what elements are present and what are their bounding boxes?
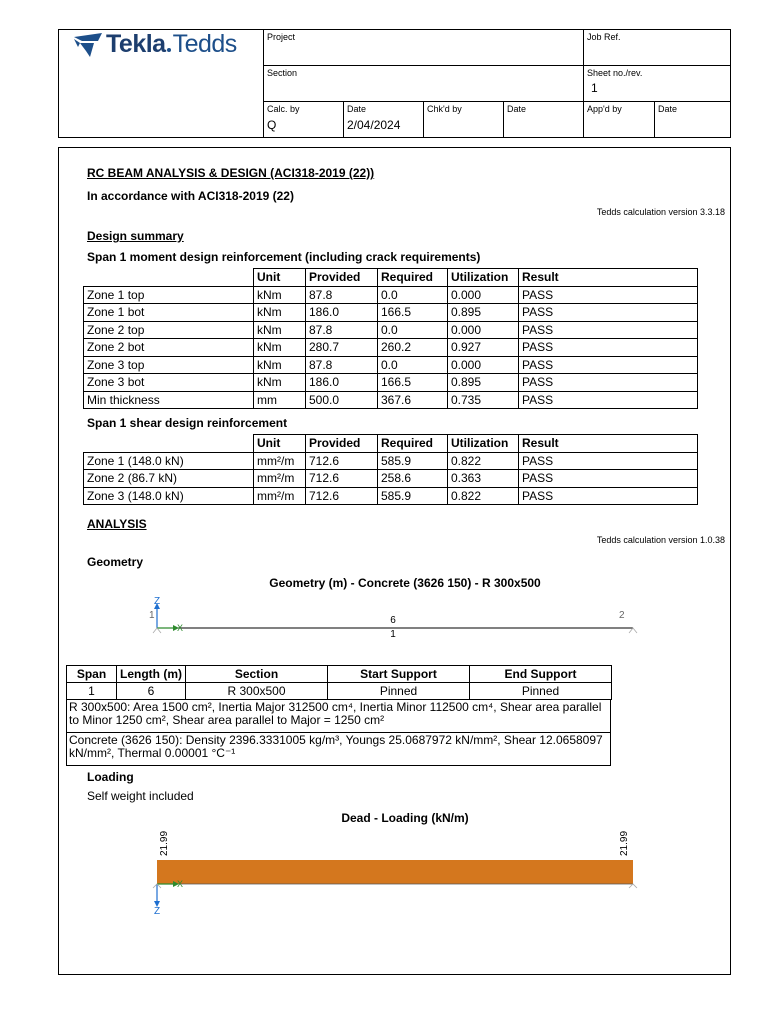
- section-label: Section: [267, 68, 298, 78]
- length-header: Length (m): [117, 666, 186, 683]
- loading-title: Dead - Loading (kN/m): [341, 811, 469, 825]
- project-label: Project: [267, 32, 296, 42]
- shear-header-cell: Utilization: [448, 435, 519, 453]
- shear-design-table: [83, 434, 698, 505]
- shear-cell: Zone 1 (148.0 kN): [84, 452, 254, 470]
- moment-cell: PASS: [519, 304, 698, 322]
- moment-cell: mm: [254, 391, 306, 409]
- moment-header-row: [84, 269, 698, 287]
- moment-cell: 166.5: [378, 374, 448, 392]
- moment-cell: 0.000: [448, 286, 519, 304]
- design-summary-heading: Design summary: [87, 229, 184, 243]
- date3-label: Date: [658, 104, 678, 114]
- shear-cell: PASS: [519, 452, 698, 470]
- jobref-label: Job Ref.: [587, 32, 621, 42]
- moment-cell: 367.6: [378, 391, 448, 409]
- appd-label: App'd by: [587, 104, 622, 114]
- table-row: [84, 339, 698, 357]
- span-table: [66, 665, 612, 700]
- calc-version-2: Tedds calculation version 1.0.38: [596, 535, 725, 545]
- date2-label: Date: [507, 104, 527, 114]
- moment-cell: 0.0: [378, 356, 448, 374]
- moment-header-cell: [84, 269, 254, 287]
- moment-cell: kNm: [254, 374, 306, 392]
- shear-cell: Zone 3 (148.0 kN): [84, 487, 254, 505]
- geometry-title: Geometry (m) - Concrete (3626 150) - R 300x500: [269, 576, 541, 590]
- shear-cell: 585.9: [378, 452, 448, 470]
- sheet-value: 1: [591, 81, 598, 95]
- date1-label: Date: [347, 104, 367, 114]
- load-start-label: 21.99: [159, 830, 170, 856]
- moment-cell: kNm: [254, 321, 306, 339]
- node-start-label: 1: [149, 610, 155, 621]
- shear-cell: 0.822: [448, 452, 519, 470]
- doc-subtitle: In accordance with ACI318-2019 (22): [87, 189, 294, 203]
- span-length-label: 6: [390, 615, 396, 626]
- span-table-row: [67, 683, 612, 700]
- shear-cell: 712.6: [306, 487, 378, 505]
- shear-cell: mm²/m: [254, 470, 306, 488]
- moment-cell: 87.8: [306, 286, 378, 304]
- moment-cell: Zone 3 top: [84, 356, 254, 374]
- shear-cell: 258.6: [378, 470, 448, 488]
- calcby-value: Q: [267, 118, 277, 132]
- pinned-support-start: [153, 628, 161, 633]
- moment-cell: Zone 1 top: [84, 286, 254, 304]
- moment-cell: Zone 2 bot: [84, 339, 254, 357]
- moment-cell: 0.735: [448, 391, 519, 409]
- dead-load-bar: [157, 860, 633, 884]
- moment-header-cell: Required: [378, 269, 448, 287]
- node-end-label: 2: [619, 610, 625, 621]
- moment-cell: 0.0: [378, 321, 448, 339]
- moment-table-body: [84, 269, 698, 409]
- pinned-support-end: [629, 884, 637, 888]
- moment-cell: Zone 3 bot: [84, 374, 254, 392]
- shear-cell: PASS: [519, 487, 698, 505]
- geometry-heading: Geometry: [87, 555, 144, 569]
- start-support-cell: Pinned: [328, 683, 470, 700]
- moment-cell: PASS: [519, 286, 698, 304]
- material-properties-note: Concrete (3626 150): Density 2396.3331005 kg/m³, Youngs 25.0687972 kN/mm², Shear 12.0658097 kN/mm², Thermal 0.00001 °C⁻¹: [66, 733, 611, 766]
- moment-cell: kNm: [254, 339, 306, 357]
- member-label: 1: [390, 629, 396, 640]
- moment-header-cell: Unit: [254, 269, 306, 287]
- table-row: [84, 487, 698, 505]
- geometry-diagram: [140, 570, 640, 640]
- calcby-label: Calc. by: [267, 104, 300, 114]
- date1-value: 2/04/2024: [347, 118, 401, 132]
- table-row: [84, 304, 698, 322]
- z-axis-label: Z: [154, 906, 161, 917]
- moment-cell: kNm: [254, 304, 306, 322]
- moment-cell: Min thickness: [84, 391, 254, 409]
- moment-header-cell: Result: [519, 269, 698, 287]
- table-row: [84, 356, 698, 374]
- shear-table-body: [84, 435, 698, 505]
- moment-cell: PASS: [519, 339, 698, 357]
- length-cell: 6: [117, 683, 186, 700]
- shear-cell: mm²/m: [254, 452, 306, 470]
- self-weight-text: Self weight included: [87, 789, 194, 803]
- shear-cell: PASS: [519, 470, 698, 488]
- shear-header-cell: Unit: [254, 435, 306, 453]
- shear-header-cell: Result: [519, 435, 698, 453]
- section-header: Section: [186, 666, 328, 683]
- x-axis-label: X: [177, 623, 184, 633]
- loading-diagram: [140, 808, 640, 918]
- moment-cell: kNm: [254, 356, 306, 374]
- moment-design-table: [83, 268, 698, 409]
- end-support-cell: Pinned: [470, 683, 612, 700]
- z-axis-label: Z: [154, 596, 161, 607]
- span-header: Span: [67, 666, 117, 683]
- shear-cell: 585.9: [378, 487, 448, 505]
- x-axis-label: X: [177, 879, 184, 889]
- moment-cell: 0.895: [448, 304, 519, 322]
- moment-cell: 0.927: [448, 339, 519, 357]
- doc-title: RC BEAM ANALYSIS & DESIGN (ACI318-2019 (22)): [87, 166, 375, 180]
- shear-heading: Span 1 shear design reinforcement: [87, 416, 288, 430]
- pinned-support-end: [629, 628, 637, 633]
- moment-cell: 0.000: [448, 356, 519, 374]
- section-properties-note: R 300x500: Area 1500 cm², Inertia Major 312500 cm⁴, Inertia Minor 112500 cm⁴, Shear area parallel to Minor 1250 cm², Shear area parallel to Major = 1250 cm²: [66, 700, 611, 733]
- loading-heading: Loading: [87, 770, 134, 784]
- moment-cell: 260.2: [378, 339, 448, 357]
- moment-cell: 87.8: [306, 356, 378, 374]
- moment-cell: Zone 1 bot: [84, 304, 254, 322]
- start-support-header: Start Support: [328, 666, 470, 683]
- moment-cell: 0.0: [378, 286, 448, 304]
- moment-cell: 0.000: [448, 321, 519, 339]
- moment-cell: 0.895: [448, 374, 519, 392]
- table-row: [84, 286, 698, 304]
- table-row: [84, 321, 698, 339]
- shear-header-cell: Provided: [306, 435, 378, 453]
- shear-cell: 0.822: [448, 487, 519, 505]
- shear-cell: mm²/m: [254, 487, 306, 505]
- analysis-heading: ANALYSIS: [87, 517, 147, 531]
- chkd-label: Chk'd by: [427, 104, 462, 114]
- shear-header-cell: [84, 435, 254, 453]
- table-row: [84, 374, 698, 392]
- moment-cell: 87.8: [306, 321, 378, 339]
- sheet-label: Sheet no./rev.: [587, 68, 643, 78]
- moment-cell: 500.0: [306, 391, 378, 409]
- moment-cell: 186.0: [306, 304, 378, 322]
- calc-version-1: Tedds calculation version 3.3.18: [596, 207, 725, 217]
- span-table-header: [67, 666, 612, 683]
- logo-wordmark: Tekla Tedds: [106, 30, 237, 58]
- moment-cell: PASS: [519, 321, 698, 339]
- moment-cell: PASS: [519, 391, 698, 409]
- shear-cell: 712.6: [306, 470, 378, 488]
- moment-cell: PASS: [519, 374, 698, 392]
- moment-cell: PASS: [519, 356, 698, 374]
- moment-heading: Span 1 moment design reinforcement (including crack requirements): [87, 250, 481, 264]
- table-row: [84, 470, 698, 488]
- shear-cell: 712.6: [306, 452, 378, 470]
- moment-cell: 280.7: [306, 339, 378, 357]
- shear-header-row: [84, 435, 698, 453]
- moment-cell: 166.5: [378, 304, 448, 322]
- shear-cell: 0.363: [448, 470, 519, 488]
- moment-header-cell: Provided: [306, 269, 378, 287]
- shear-cell: Zone 2 (86.7 kN): [84, 470, 254, 488]
- section-cell: R 300x500: [186, 683, 328, 700]
- shear-header-cell: Required: [378, 435, 448, 453]
- end-support-header: End Support: [470, 666, 612, 683]
- moment-cell: Zone 2 top: [84, 321, 254, 339]
- moment-cell: 186.0: [306, 374, 378, 392]
- load-end-label: 21.99: [619, 830, 630, 856]
- table-row: [84, 391, 698, 409]
- moment-cell: kNm: [254, 286, 306, 304]
- span-cell: 1: [67, 683, 117, 700]
- moment-header-cell: Utilization: [448, 269, 519, 287]
- table-row: [84, 452, 698, 470]
